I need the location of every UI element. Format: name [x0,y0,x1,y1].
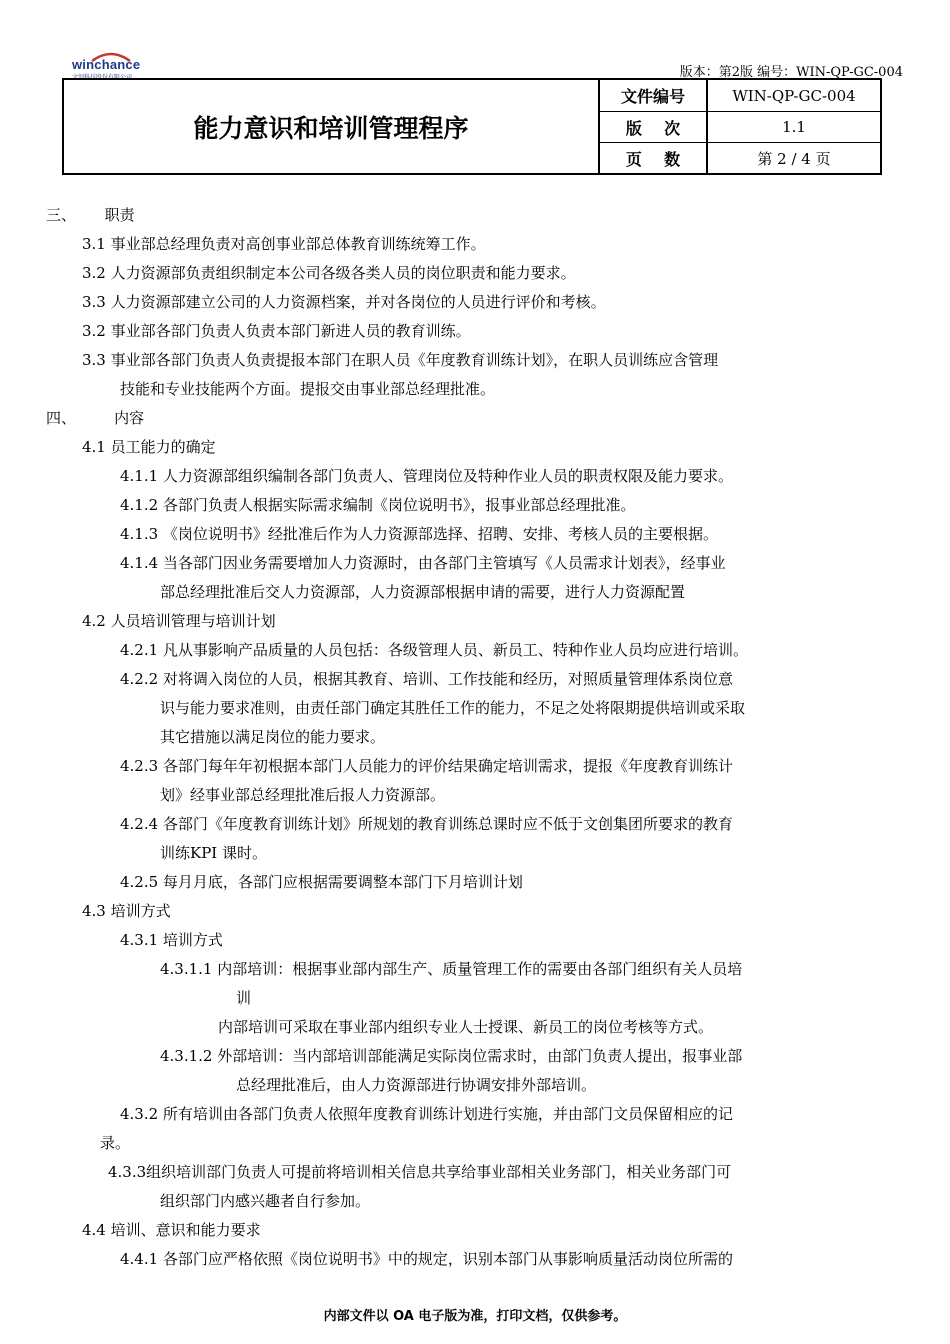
body-paragraph-continuation: 组织部门内感兴趣者自行参加。 [160,1192,371,1210]
info-value: 第 2 / 4 页 [757,149,831,168]
info-label: 文件编号 [600,80,708,111]
footer-disclaimer: 内部文件以 OA 电子版为准，打印文档，仅供参考。 [323,1309,627,1324]
document-header [62,78,882,175]
body-paragraph-continuation: 训 [236,989,252,1007]
body-paragraph-continuation: 录。 [100,1134,131,1152]
body-paragraph: 4.2.2 对将调入岗位的人员，根据其教育、培训、工作技能和经历，对照质量管理体系岗位意 [120,670,733,688]
body-paragraph: 3.1 事业部总经理负责对高创事业部总体教育训练统筹工作。 [82,235,486,253]
body-paragraph: 3.3 人力资源部建立公司的人力资源档案，并对各岗位的人员进行评价和考核。 [82,293,606,311]
body-paragraph: 4.2.3 各部门每年年初根据本部门人员能力的评价结果确定培训需求，提报《年度教育训练计 [120,757,733,775]
document-info-table [598,80,880,173]
body-paragraph: 4.1.3 《岗位说明书》经批准后作为人力资源部选择、招聘、安排、考核人员的主要根据。 [120,525,718,543]
body-paragraph-continuation: 识与能力要求准则，由责任部门确定其胜任工作的能力，不足之处将限期提供培训或采取 [160,699,746,717]
info-row-version [600,111,880,142]
version-line: 版本：第2版 编号：WIN-QP-GC-004 [679,65,903,80]
body-paragraph: 4.3.3组织培训部门负责人可提前将培训相关信息共享给事业部相关业务部门，相关业务部门可 [108,1163,732,1181]
body-paragraph: 4.1.4 当各部门因业务需要增加人力资源时，由各部门主管填写《人员需求计划表》，经事业 [120,554,726,572]
company-logo [72,50,152,80]
body-paragraph: 4.3.1.1 内部培训：根据事业部内部生产、质量管理工作的需要由各部门组织有关人员培 [160,960,743,978]
logo-subtitle: 文创科技股份有限公司 [72,74,133,81]
subsection-heading: 4.1 员工能力的确定 [82,438,216,456]
body-paragraph: 内部培训可采取在事业部内组织专业人士授课、新员工的岗位考核等方式。 [218,1018,714,1036]
subsection-heading: 4.3.1 培训方式 [120,931,223,949]
body-paragraph: 4.3.2 所有培训由各部门负责人依照年度教育训练计划进行实施，并由部门文员保留相应的记 [120,1105,733,1123]
info-value: WIN-QP-GC-004 [732,86,856,105]
info-value: 1.1 [782,118,806,136]
body-paragraph-continuation: 部总经理批准后交人力资源部，人力资源部根据申请的需要，进行人力资源配置 [160,583,686,601]
subsection-heading: 4.4 培训、意识和能力要求 [82,1221,261,1239]
body-paragraph: 4.2.1 凡从事影响产品质量的人员包括：各级管理人员、新员工、特种作业人员均应进行培训。 [120,641,748,659]
info-row-doc-number [600,80,880,111]
body-paragraph-continuation: 训练KPI 课时。 [160,844,267,862]
body-paragraph: 4.2.5 每月月底，各部门应根据需要调整本部门下月培训计划 [120,873,523,891]
body-paragraph: 4.3.1.2 外部培训：当内部培训部能满足实际岗位需求时，由部门负责人提出，报事业部 [160,1047,743,1065]
body-paragraph: 3.2 事业部各部门负责人负责本部门新进人员的教育训练。 [82,322,471,340]
body-paragraph: 4.2.4 各部门《年度教育训练计划》所规划的教育训练总课时应不低于文创集团所要求的教育 [120,815,733,833]
info-label: 版 次 [600,112,708,142]
subsection-heading: 4.3 培训方式 [82,902,171,920]
document-title: 能力意识和培训管理程序 [193,113,469,143]
body-paragraph: 3.3 事业部各部门负责人负责提报本部门在职人员《年度教育训练计划》，在职人员训练应含管理 [82,351,719,369]
body-paragraph: 3.2 人力资源部负责组织制定本公司各级各类人员的岗位职责和能力要求。 [82,264,576,282]
body-paragraph: 4.1.2 各部门负责人根据实际需求编制《岗位说明书》，报事业部总经理批准。 [120,496,636,514]
body-paragraph-continuation: 总经理批准后，由人力资源部进行协调安排外部培训。 [236,1076,597,1094]
body-paragraph-continuation: 划》经事业部总经理批准后报人力资源部。 [160,786,446,804]
section-heading: 四、 内容 [46,409,145,427]
section-heading: 三、 职责 [46,206,135,224]
body-paragraph: 4.1.1 人力资源部组织编制各部门负责人、管理岗位及特种作业人员的职责权限及能力要求。 [120,467,733,485]
body-paragraph-continuation: 技能和专业技能两个方面。提报交由事业部总经理批准。 [120,380,496,398]
info-row-pages [600,142,880,173]
logo-wordmark: winchance [72,57,141,72]
body-paragraph-continuation: 其它措施以满足岗位的能力要求。 [160,728,386,746]
info-label: 页 数 [600,143,708,173]
body-paragraph: 4.4.1 各部门应严格依照《岗位说明书》中的规定，识别本部门从事影响质量活动岗位所需的 [120,1250,733,1268]
subsection-heading: 4.2 人员培训管理与培训计划 [82,612,276,630]
